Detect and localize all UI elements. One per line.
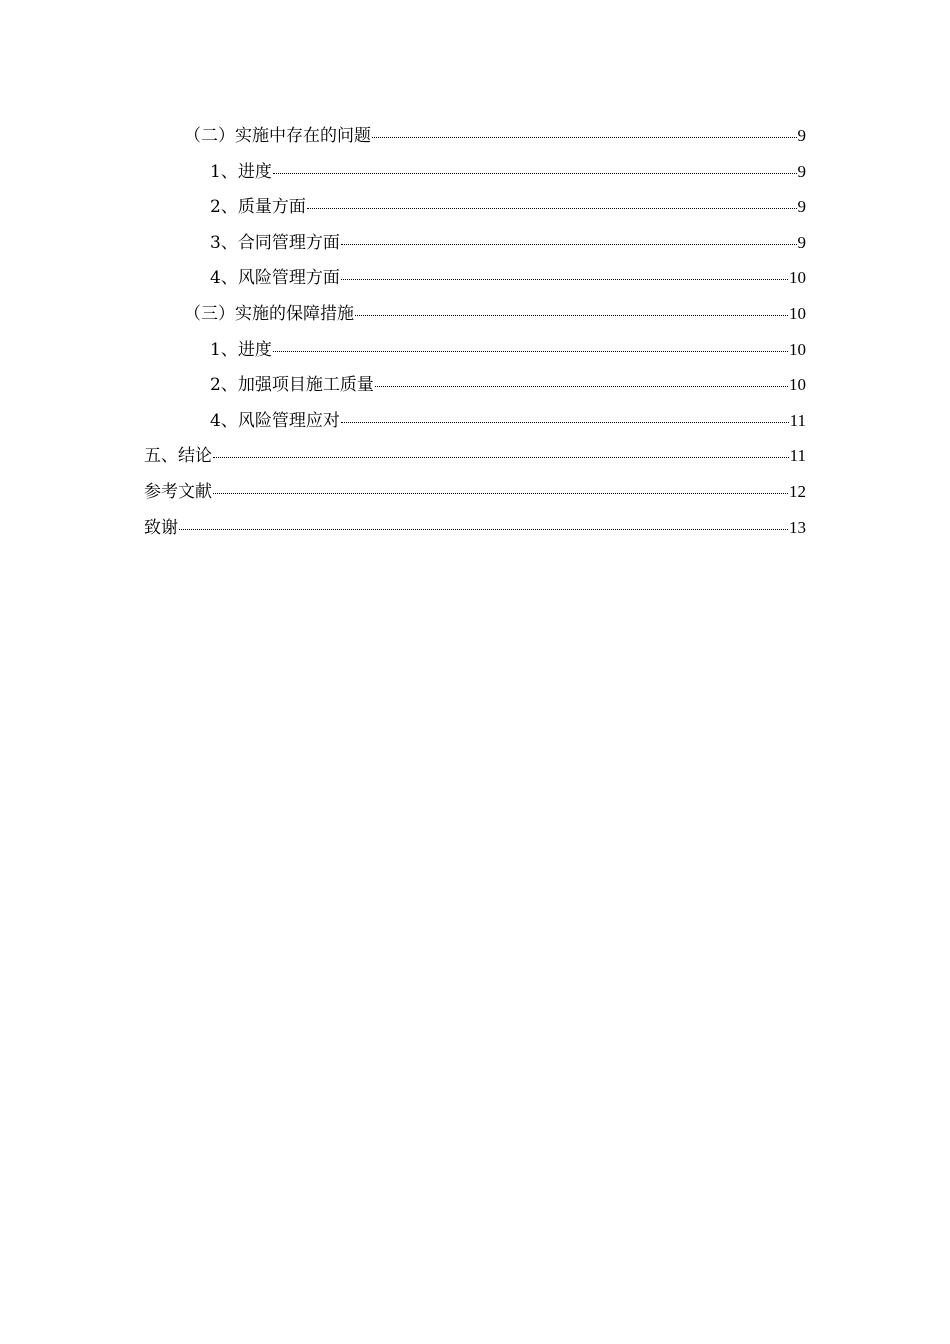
toc-dot-leader — [273, 173, 797, 174]
toc-dot-leader — [341, 422, 789, 423]
toc-entry-page: 12 — [789, 481, 806, 501]
toc-entry[interactable] — [144, 403, 806, 439]
toc-entry-title: 致谢 — [144, 517, 178, 538]
toc-entry-page: 9 — [797, 126, 806, 145]
toc-entry-page: 10 — [789, 303, 806, 323]
toc-entry-page: 10 — [789, 339, 806, 359]
toc-entry[interactable] — [144, 118, 806, 154]
toc-entry-title: 2、加强项目施工质量 — [210, 375, 374, 396]
toc-entry[interactable] — [144, 332, 806, 368]
toc-entry-page: 13 — [789, 517, 806, 537]
toc-entry[interactable] — [144, 510, 806, 546]
toc-entry-title: 1、进度 — [210, 161, 272, 182]
toc-dot-leader — [375, 386, 788, 387]
toc-entry-page: 9 — [797, 232, 806, 252]
toc-entry-title: 五、结论 — [144, 446, 212, 467]
toc-dot-leader — [179, 529, 788, 530]
toc-entry[interactable] — [144, 296, 806, 332]
toc-entry-title: 参考文献 — [144, 481, 212, 502]
toc-entry-page: 10 — [789, 268, 806, 288]
table-of-contents — [144, 118, 806, 545]
toc-entry-page: 9 — [797, 197, 806, 217]
toc-entry-page: 9 — [797, 161, 806, 181]
toc-dot-leader — [213, 457, 789, 458]
toc-dot-leader — [307, 208, 797, 209]
toc-dot-leader — [341, 244, 797, 245]
toc-entry[interactable] — [144, 474, 806, 510]
toc-dot-leader — [213, 493, 788, 494]
toc-entry-title: 2、质量方面 — [210, 197, 306, 218]
toc-entry[interactable] — [144, 260, 806, 296]
toc-entry-title: （三）实施的保障措施 — [184, 303, 354, 324]
toc-entry[interactable] — [144, 154, 806, 190]
toc-entry-title: 4、风险管理应对 — [210, 410, 340, 431]
toc-entry[interactable] — [144, 367, 806, 403]
toc-entry-title: 1、进度 — [210, 339, 272, 360]
toc-entry[interactable] — [144, 189, 806, 225]
toc-dot-leader — [372, 137, 797, 138]
toc-dot-leader — [355, 315, 788, 316]
toc-dot-leader — [341, 279, 788, 280]
toc-dot-leader — [273, 351, 788, 352]
toc-entry-page: 11 — [789, 410, 806, 430]
toc-entry-page: 10 — [789, 375, 806, 395]
toc-entry[interactable] — [144, 438, 806, 474]
toc-entry-title: （二）实施中存在的问题 — [184, 126, 371, 146]
toc-entry[interactable] — [144, 225, 806, 261]
toc-entry-title: 4、风险管理方面 — [210, 268, 340, 289]
toc-entry-page: 11 — [789, 446, 806, 466]
toc-entry-title: 3、合同管理方面 — [210, 232, 340, 253]
